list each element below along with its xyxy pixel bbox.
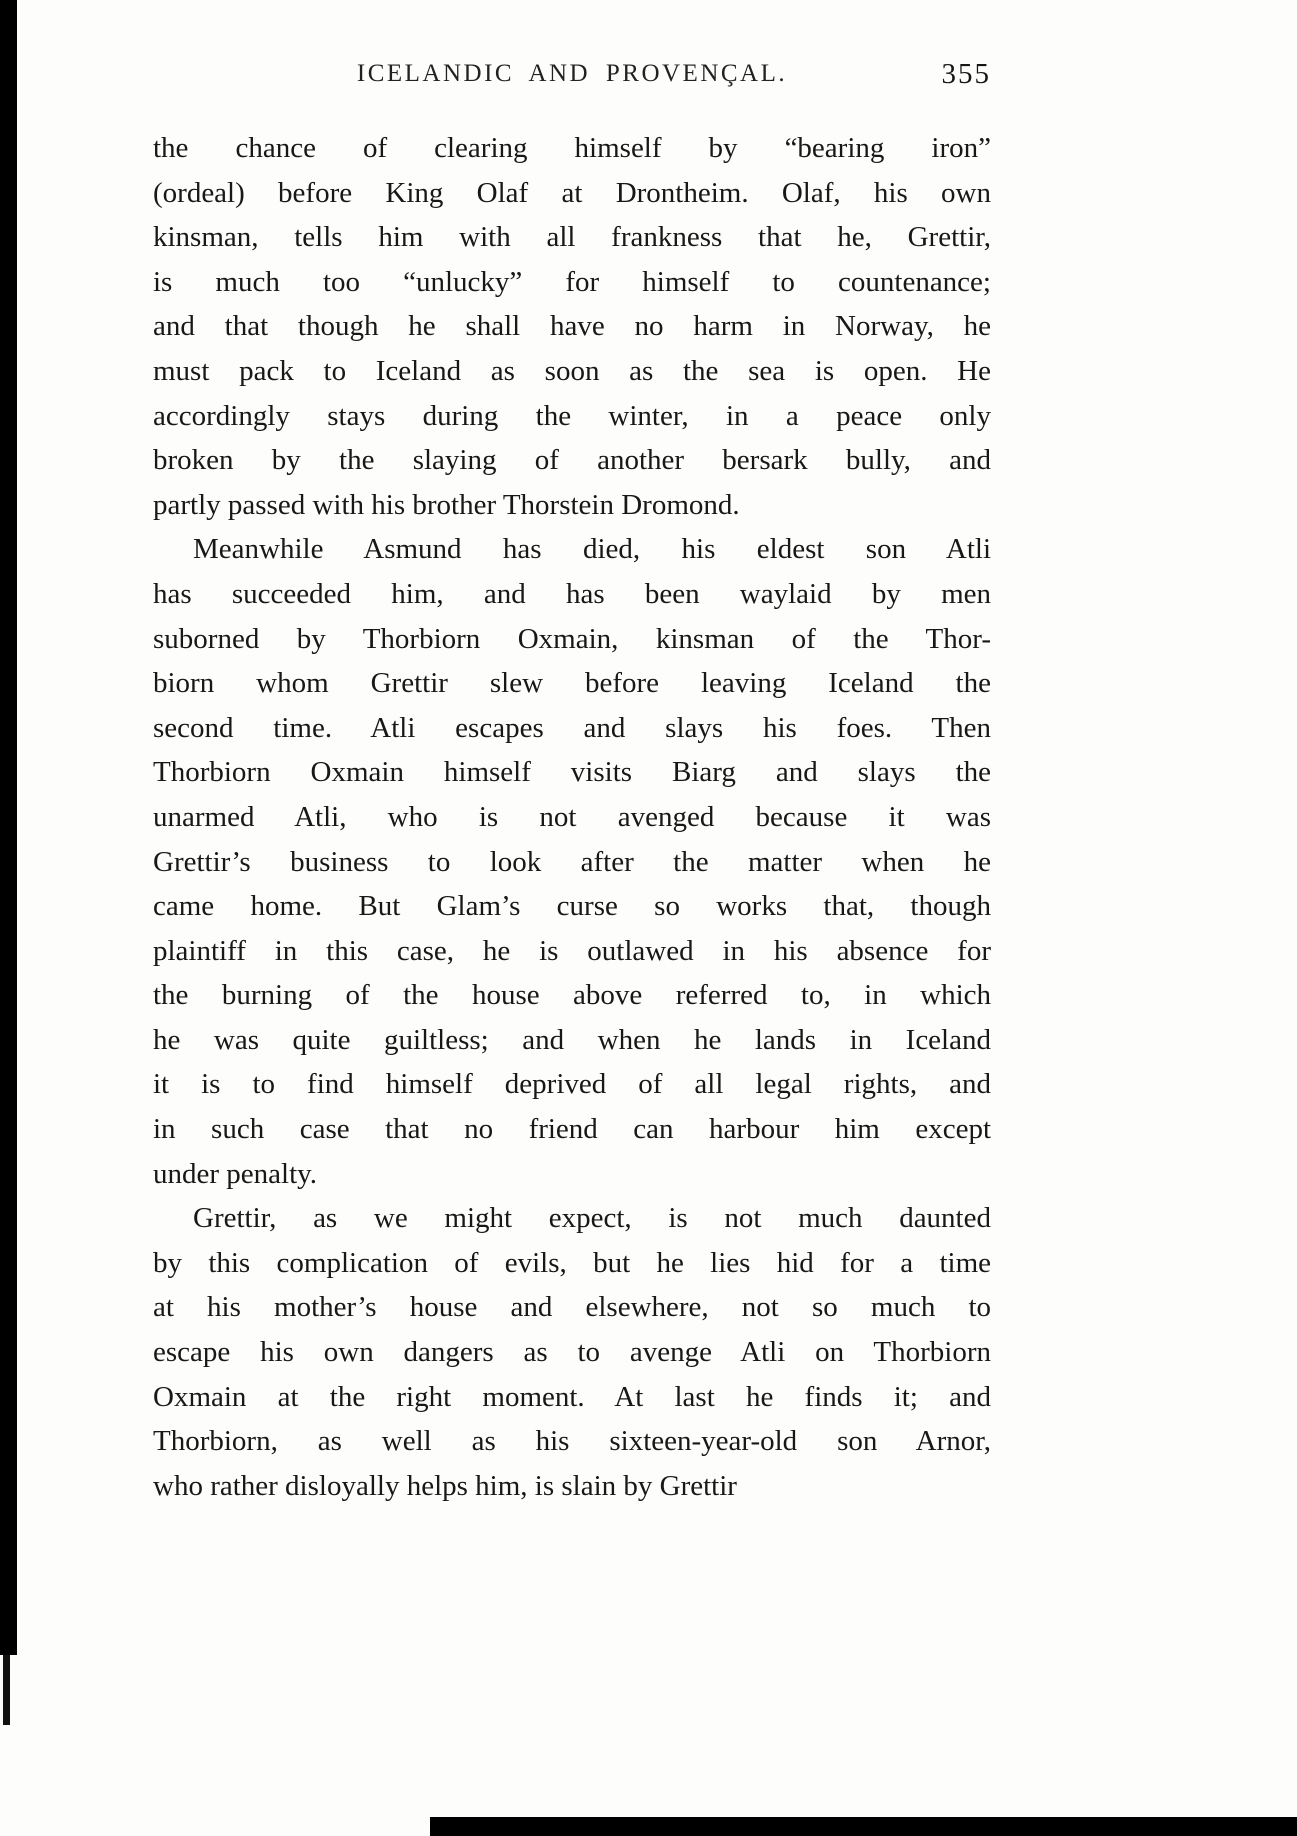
text-line: under penalty. [153, 1157, 318, 1190]
text-line: accordingly stays during the winter, in a peace only [153, 399, 991, 432]
body-text [153, 126, 991, 1508]
text-line: suborned by Thorbiorn Oxmain, kinsman of the Thor- [153, 622, 991, 655]
running-head [153, 60, 991, 96]
text-line: second time. Atli escapes and slays his foes. Then [153, 711, 991, 744]
text-line: has succeeded him, and has been waylaid by men [153, 577, 991, 610]
page-title: ICELANDIC AND PROVENÇAL. [356, 60, 788, 87]
left-binding-scan-bar-tail [3, 1655, 10, 1725]
text-line: at his mother’s house and elsewhere, not so much to [153, 1291, 991, 1324]
text-line: he was quite guiltless; and when he lands in Iceland [153, 1023, 991, 1056]
text-line: Grettir’s business to look after the matter when he [153, 845, 991, 878]
text-line: plaintiff in this case, he is outlawed in his absence for [153, 934, 991, 967]
text-line: the chance of clearing himself by “bearing iron” [153, 132, 991, 164]
text-line: by this complication of evils, but he lies hid for a time [153, 1246, 991, 1279]
bottom-scan-bar [430, 1817, 1297, 1836]
text-line: Grettir, as we might expect, is not much daunted [193, 1202, 991, 1235]
text-line: who rather disloyally helps him, is slain by Grettir [153, 1469, 737, 1502]
text-line: Meanwhile Asmund has died, his eldest son Atli [193, 533, 991, 566]
text-line: came home. But Glam’s curse so works that, though [153, 890, 991, 923]
text-line: broken by the slaying of another bersark bully, and [153, 444, 991, 477]
text-line: the burning of the house above referred to, in which [153, 979, 991, 1012]
text-line: must pack to Iceland as soon as the sea is open. He [153, 354, 991, 387]
text-line: Thorbiorn, as well as his sixteen-year-old son Arnor, [153, 1425, 991, 1458]
text-line: is much too “unlucky” for himself to countenance; [153, 265, 991, 298]
text-line: partly passed with his brother Thorstein Dromond. [153, 488, 740, 521]
text-line: and that though he shall have no harm in Norway, he [153, 310, 991, 343]
paragraph [153, 1196, 991, 1508]
page-number: 355 [941, 58, 991, 90]
paragraph [153, 126, 991, 527]
text-line: escape his own dangers as to avenge Atli on Thorbiorn [153, 1336, 991, 1369]
text-line: it is to find himself deprived of all legal rights, and [153, 1068, 991, 1101]
text-line: Thorbiorn Oxmain himself visits Biarg and slays the [153, 756, 991, 789]
text-line: unarmed Atli, who is not avenged because it was [153, 800, 991, 833]
text-line: kinsman, tells him with all frankness that he, Grettir, [153, 221, 991, 254]
text-line: in such case that no friend can harbour him except [153, 1113, 991, 1146]
text-line: Oxmain at the right moment. At last he finds it; and [153, 1380, 991, 1413]
paragraph [153, 527, 991, 1196]
text-line: (ordeal) before King Olaf at Drontheim. Olaf, his own [153, 176, 991, 209]
left-binding-scan-bar [0, 0, 17, 1655]
text-line: biorn whom Grettir slew before leaving Iceland the [153, 667, 991, 700]
